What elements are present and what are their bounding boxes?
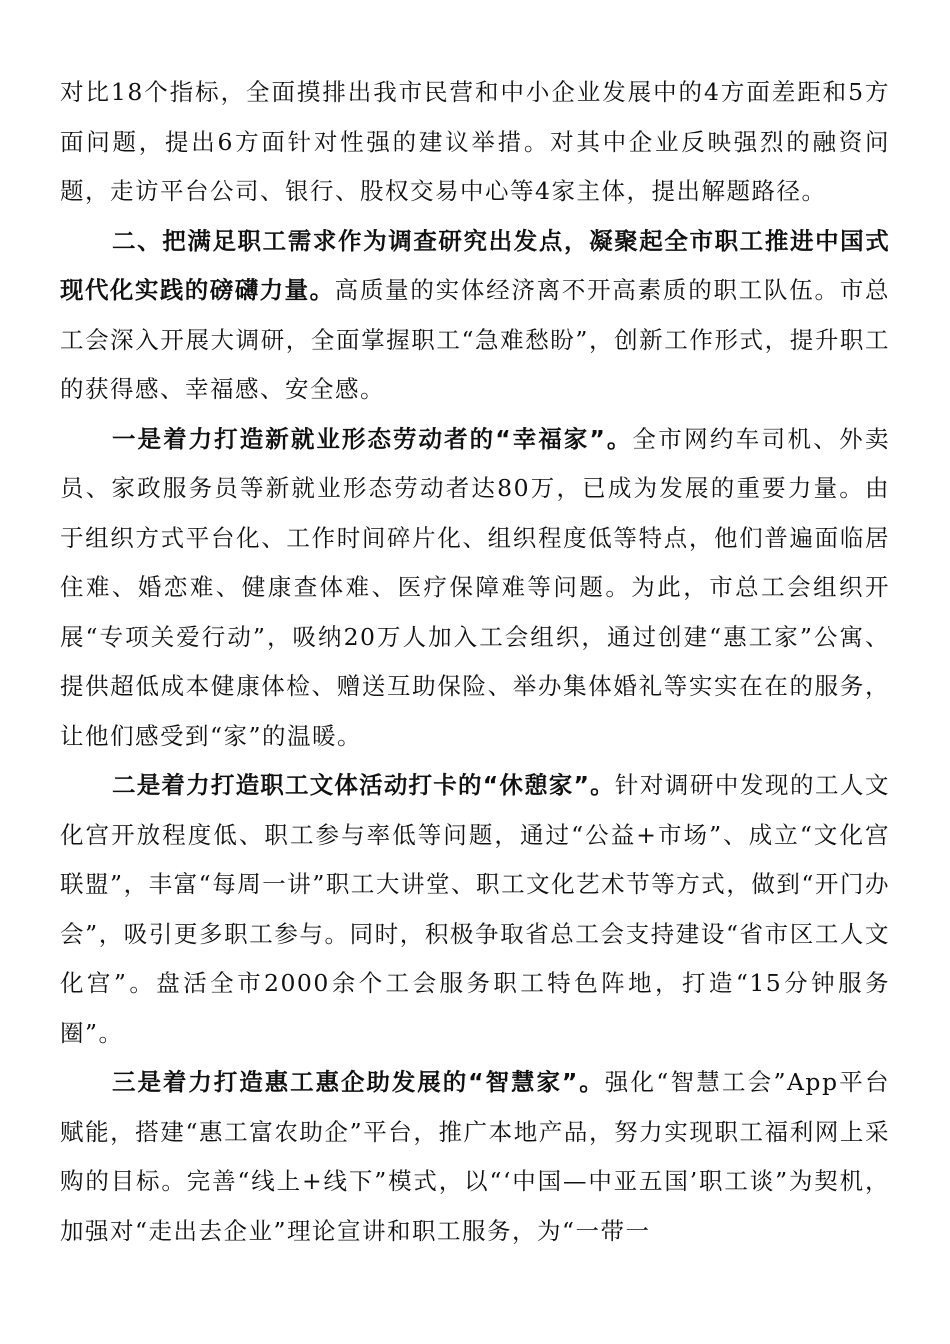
paragraph-2 (60, 217, 890, 415)
section-heading-2: 二、把满足职工需求作为调查研究出发点，凝聚起全市职工推进中国式现代化实践的磅礴力量。 (60, 226, 890, 304)
paragraph-5-text: 强化“智慧工会”App平台赋能，搭建“惠工富农助企”平台，推广本地产品，努力实现职工福利网上采购的目标。完善“线上+线下”模式，以“‘中国—中亚五国’职工谈”为契机，加强对“走出去企业”理论宣讲和职工服务，为“一带一 (60, 1068, 890, 1245)
paragraph-1 (60, 68, 890, 217)
paragraph-4 (60, 761, 890, 1058)
paragraph-4-text: 针对调研中发现的工人文化宫开放程度低、职工参与率低等问题，通过“公益+市场”、成立“文化宫联盟”，丰富“每周一讲”职工大讲堂、职工文化艺术节等方式，做到“开门办会”，吸引更多职工参与。同时，积极争取省总工会支持建设“省市区工人文化宫”。盘活全市2000余个工会服务职工特色阵地，打造“15分钟服务圈”。 (60, 771, 891, 1047)
paragraph-2-text: 高质量的实体经济离不开高素质的职工队伍。市总工会深入开展大调研，全面掌握职工“急难愁盼”，创新工作形式，提升职工的获得感、幸福感、安全感。 (60, 276, 891, 403)
subheading-1: 一是着力打造新就业形态劳动者的“幸福家”。 (112, 424, 633, 453)
paragraph-3 (60, 415, 890, 762)
paragraph-5 (60, 1058, 890, 1256)
subheading-3: 三是着力打造惠工惠企助发展的“智慧家”。 (112, 1068, 605, 1096)
document-page (60, 68, 890, 1256)
subheading-2: 二是着力打造职工文体活动打卡的“休憩家”。 (112, 771, 615, 799)
paragraph-1-text: 对比18个指标，全面摸排出我市民营和中小企业发展中的4方面差距和5方面问题，提出6方面针对性强的建议举措。对其中企业反映强烈的融资问题，走访平台公司、银行、股权交易中心等4家主体，提出解题路径。 (60, 78, 890, 205)
paragraph-3-text: 全市网约车司机、外卖员、家政服务员等新就业形态劳动者达80万，已成为发展的重要力量。由于组织方式平台化、工作时间碎片化、组织程度低等特点，他们普遍面临居住难、婚恋难、健康查体难、医疗保障难等问题。为此，市总工会组织开展“专项关爱行动”，吸纳20万人加入工会组织，通过创建“惠工家”公寓、提供超低成本健康体检、赠送互助保险、举办集体婚礼等实实在在的服务，让他们感受到“家”的温暖。 (60, 424, 890, 750)
